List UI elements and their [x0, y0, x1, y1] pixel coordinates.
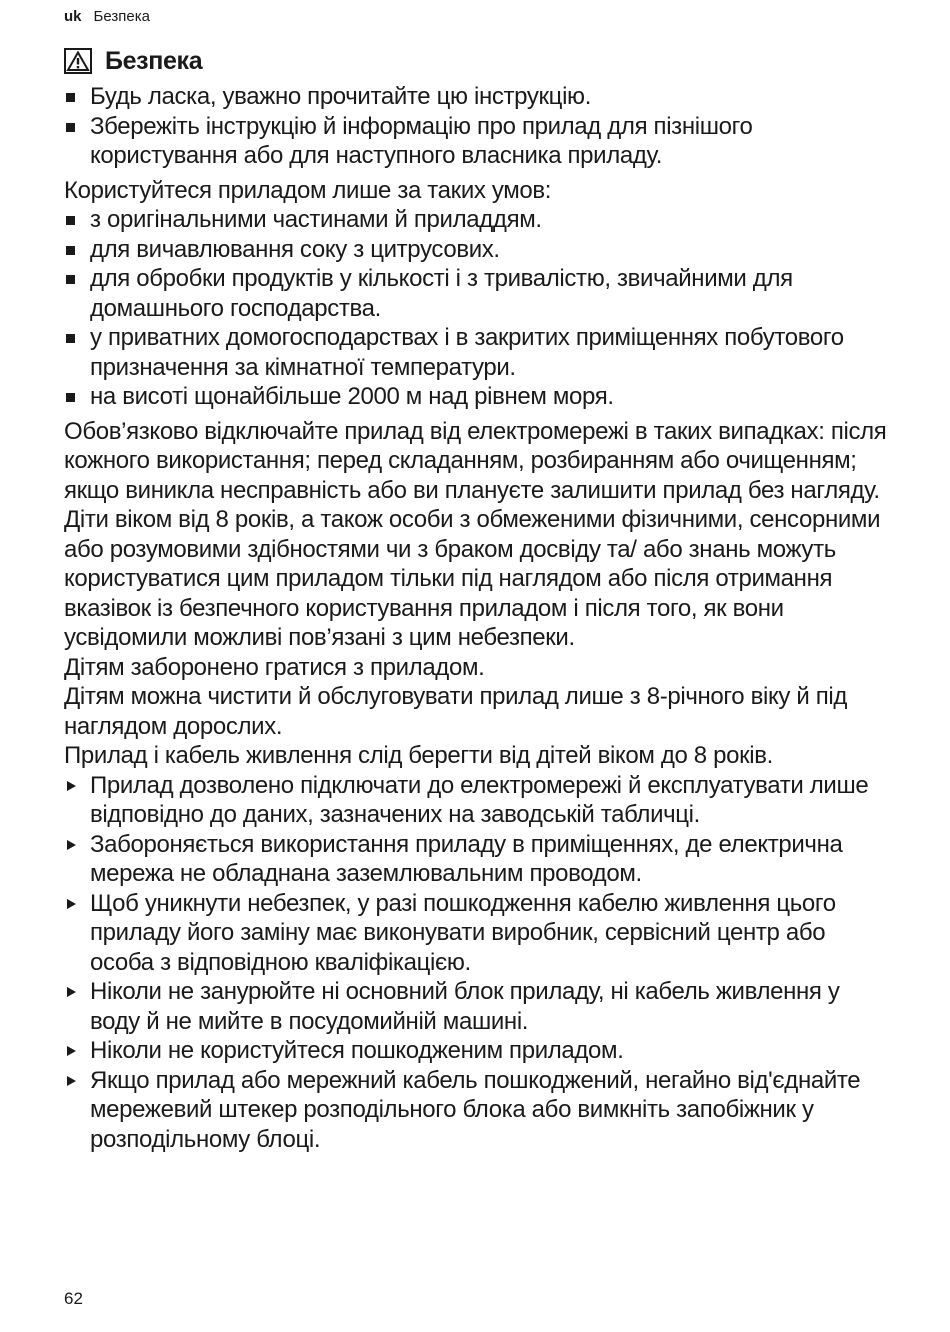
list-item: на висоті щонайбільше 2000 м над рівнем моря.: [64, 382, 894, 412]
list-item: у приватних домогосподарствах і в закритих приміщеннях побутового призначення за кімнатної температури.: [64, 323, 894, 382]
conditions-intro: Користуйтеся приладом лише за таких умов:: [64, 176, 552, 204]
section-heading: [64, 46, 894, 76]
instruction-item: Забороняється використання приладу в приміщеннях, де електрична мережа не обладнана заземлювальним проводом.: [64, 830, 894, 889]
page-number: 62: [64, 1289, 83, 1308]
instruction-item: Прилад дозволено підключати до електромережі й експлуатувати лише відповідно до даних, зазначених на заводській табличці.: [64, 771, 894, 830]
language-code: uk: [64, 8, 82, 25]
paragraph: Дітям можна чистити й обслуговувати прилад лише з 8-річного віку й під наглядом дорослих.: [64, 683, 848, 740]
instruction-item: Ніколи не занурюйте ні основний блок приладу, ні кабель живлення у воду й не мийте в посудомийній машині.: [64, 977, 894, 1036]
list-item: з оригінальними частинами й приладдям.: [64, 205, 894, 235]
list-item: для вичавлювання соку з цитрусових.: [64, 235, 894, 265]
instruction-item: Якщо прилад або мережний кабель пошкоджений, негайно від'єднайте мережевий штекер розподільного блока або вимкніть запобіжник у розподільному блоці.: [64, 1066, 894, 1155]
paragraph: Обов’язково відключайте прилад від електромережі в таких випадках: після кожного використання; перед складанням, розбиранням або очищенням; якщо виникла несправність або ви плануєте залишити прилад без нагляду.: [64, 417, 887, 504]
list-item: Будь ласка, уважно прочитайте цю інструкцію.: [64, 82, 894, 112]
instruction-list: [64, 771, 894, 1155]
paragraph: Прилад і кабель живлення слід берегти від дітей віком до 8 років.: [64, 742, 773, 769]
instruction-item: Щоб уникнути небезпек, у разі пошкодження кабелю живлення цього приладу його заміну має виконувати виробник, сервісний центр або особа з відповідною кваліфікацією.: [64, 889, 894, 978]
list-item: для обробки продуктів у кількості і з тривалістю, звичайними для домашнього господарства.: [64, 264, 894, 323]
instruction-item: Ніколи не користуйтеся пошкодженим приладом.: [64, 1036, 894, 1066]
intro-bullet-list: [64, 82, 894, 171]
header-section-name: Безпека: [93, 8, 150, 25]
warning-triangle-icon: [64, 48, 92, 74]
list-item: Збережіть інструкцію й інформацію про прилад для пізнішого користування або для наступного власника приладу.: [64, 112, 894, 171]
page-header: [64, 7, 150, 27]
section-title: Безпека: [105, 47, 203, 75]
conditions-list: [64, 205, 894, 412]
paragraph: Діти віком від 8 років, а також особи з обмеженими фізичними, сенсорними або розумовими здібностями чи з браком досвіду та/ або знань можуть користуватися цим приладом тільки під наглядом або після отримання вказівок із безпечного користування приладом і після того, як вони усвідомили можливі пов’язані з цим небезпеки.: [64, 506, 881, 651]
document-body: [64, 46, 894, 1154]
paragraph: Дітям заборонено гратися з приладом.: [64, 653, 485, 681]
